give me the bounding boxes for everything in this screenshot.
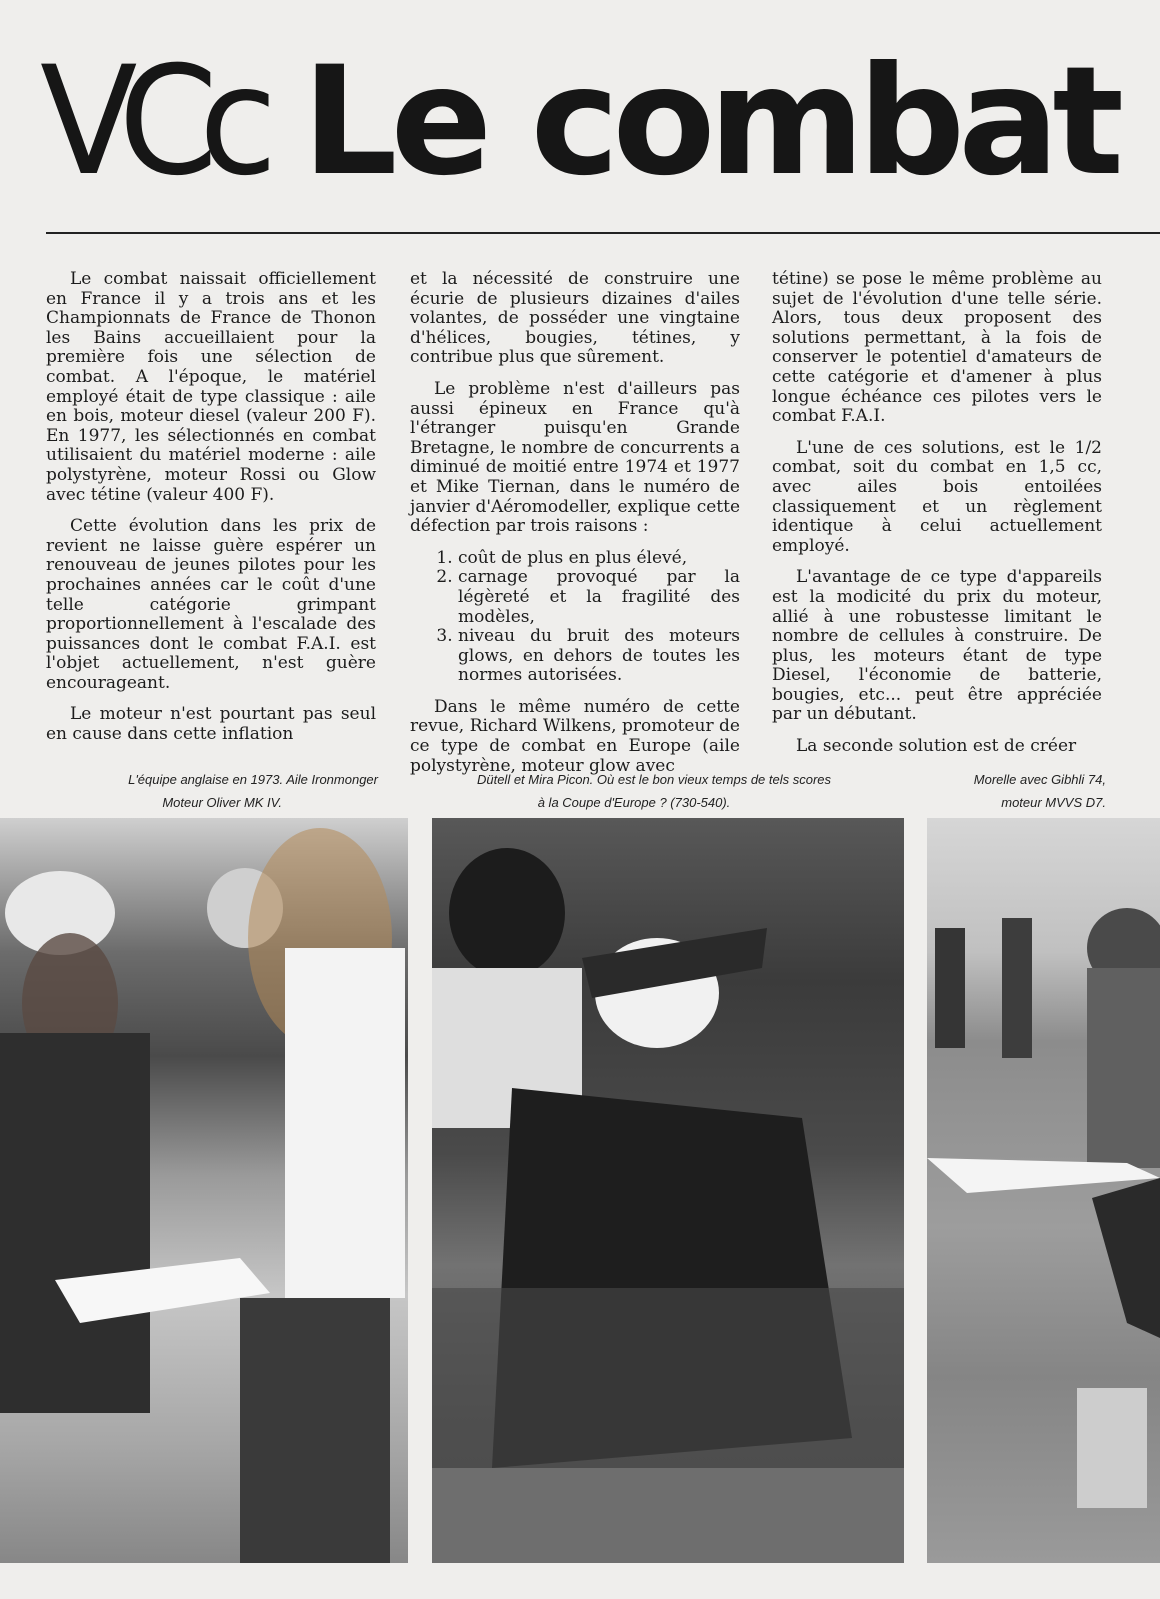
caption-line: Morelle avec Gibhli 74,	[973, 772, 1106, 787]
paragraph: L'une de ces solutions, est le 1/2 combat, soit du combat en 1,5 cc, avec ailes bois entoilées classiquement et un règlement identique à celui actuellement employé.	[772, 437, 1102, 556]
caption-line: Dütell et Mira Picon. Où est le bon vieux temps de tels scores	[476, 772, 832, 787]
title-main: Le combat	[302, 35, 1118, 209]
caption-line: Moteur Oliver MK IV.	[162, 795, 282, 810]
photo-dutell-picon	[432, 818, 904, 1563]
caption-line: L'équipe anglaise en 1973. Aile Ironmonger	[128, 772, 378, 787]
paragraph: Le combat naissait officiellement en France il y a trois ans et les Championnats de France de Thonon les Bains accueillaient pour la première fois une sélection de combat. A l'époque, le matériel employé était de type classique : aile en bois, moteur diesel (valeur 200 F). En 1977, les sélectionnés en combat utilisaient du matériel moderne : aile polystyrène, moteur Rossi ou Glow avec tétine (valeur 400 F).	[46, 269, 376, 505]
paragraph: et la nécessité de construire une écurie de plusieurs dizaines d'ailes volantes, de posséder une vingtaine d'hélices, bougies, tétines, y contribue plus que sûrement.	[410, 269, 740, 368]
paragraph: Dans le même numéro de cette revue, Richard Wilkens, promoteur de ce type de combat en Europe (aile polystyrène, moteur glow avec	[410, 696, 740, 776]
article-column-2	[410, 270, 740, 788]
title-prefix: VCc	[40, 35, 259, 209]
paragraph: tétine) se pose le même problème au sujet de l'évolution d'une telle série. Alors, tous deux proposent des solutions permettant, à la fois de conserver le potentiel d'amateurs de cette catégorie et d'amener à plus longue échéance ces pilotes vers le combat F.A.I.	[772, 269, 1102, 427]
title-rule	[46, 232, 1160, 234]
paragraph: L'avantage de ce type d'appareils est la modicité du prix du moteur, allié à une robustesse limitant le nombre de cellules à construire. De plus, les moteurs étant de type Diesel, l'économie de batterie, bougies, etc... peut être appréciée par un débutant.	[772, 567, 1102, 725]
reasons-list	[410, 549, 740, 686]
article-title	[40, 35, 1150, 209]
article-column-1	[46, 270, 376, 757]
photo-caption-2	[432, 768, 876, 814]
list-item: 2. carnage provoqué par la légèreté et la fragilité des modèles,	[458, 568, 740, 627]
paragraph: Cette évolution dans les prix de revient ne laisse guère espérer un renouveau de jeunes pilotes pour les prochaines années car le coût d'une telle catégorie grimpant proportionnellement à l'escalade des puissances dont le combat F.A.I. est l'objet actuellement, n'est guère encourageant.	[46, 516, 376, 693]
photo-illustration	[432, 818, 904, 1563]
list-item: 1. coût de plus en plus élevé,	[458, 549, 740, 569]
photo-illustration	[0, 818, 408, 1563]
photo-english-team	[0, 818, 408, 1563]
photo-illustration	[927, 818, 1160, 1563]
paragraph: Le problème n'est d'ailleurs pas aussi épineux en France qu'à l'étranger puisqu'en Grande Bretagne, le nombre de concurrents a diminué de moitié entre 1974 et 1977 et Mike Tiernan, dans le numéro de janvier d'Aéromodeller, explique cette défection par trois raisons :	[410, 378, 740, 537]
photo-caption-1	[46, 768, 378, 814]
article-column-3	[772, 270, 1102, 769]
photo-caption-3	[862, 768, 1106, 814]
caption-line: à la Coupe d'Europe ? (730-540).	[537, 795, 731, 810]
paragraph: Le moteur n'est pourtant pas seul en cause dans cette inflation	[46, 704, 376, 745]
photo-morelle	[927, 818, 1160, 1563]
caption-line: moteur MVVS D7.	[1001, 795, 1106, 810]
list-item: 3. niveau du bruit des moteurs glows, en dehors de toutes les normes autorisées.	[458, 627, 740, 686]
paragraph: La seconde solution est de créer	[796, 736, 1077, 757]
